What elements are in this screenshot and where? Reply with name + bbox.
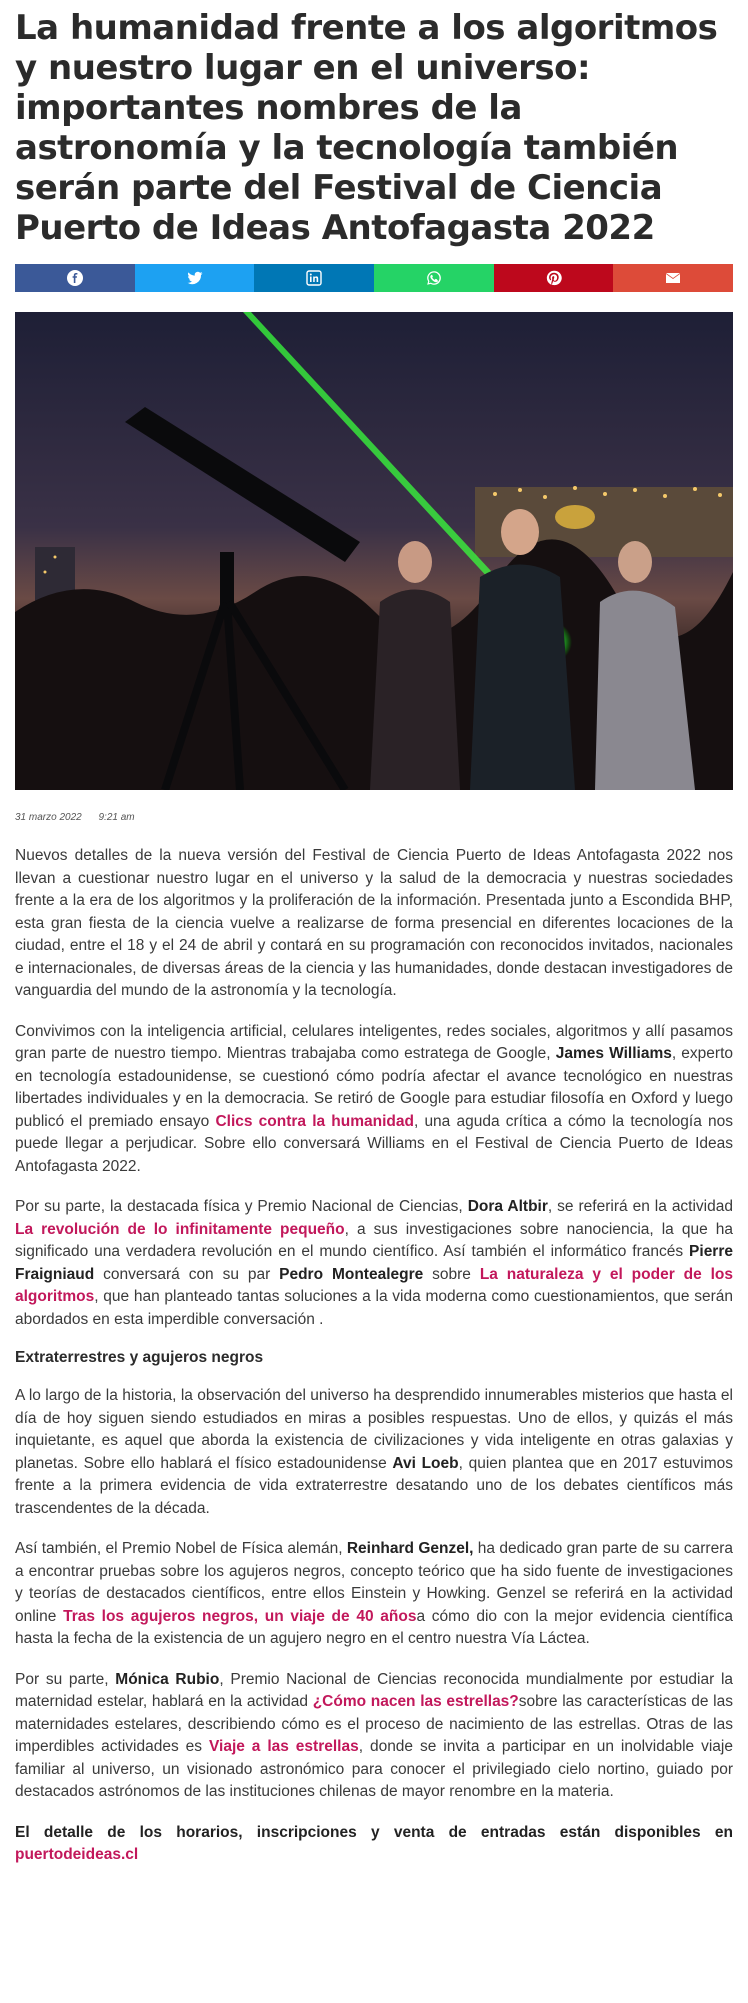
paragraph-genzel: Así también, el Premio Nobel de Física alemán, Reinhard Genzel, ha dedicado gran parte de su carrera a encontrar pruebas sobre los agujeros negros, concepto teórico que ha sido fuente de investigaciones y teorías de destacados científicos, entre ellos Einstein y Howking. Genzel se referirá en la actividad online Tras los agujeros negros, un viaje de 40 añosa cómo dio con la mejor evidencia científica hasta la fecha de la existencia de un agujero negro en el centro nuestra Vía Láctea.	[15, 1540, 733, 1647]
activity-link[interactable]: La revolución de lo infinitamente pequeño	[15, 1220, 345, 1238]
hero-photo	[15, 312, 733, 790]
whatsapp-icon	[426, 270, 442, 286]
paragraph-williams: Convivimos con la inteligencia artificial, celulares inteligentes, redes sociales, algoritmos y allí pasamos gran parte de nuestro tiempo. Mientras trabajaba como estratega de Google, James Williams, experto en tecnología estadounidense, se cuestionó cómo podría afectar el avance tecnológico en nuestras libertades individuales y en la democracia. Se retiró de Google para estudiar filosofía en Oxford y luego publicó el premiado ensayo Clics contra la humanidad, una aguda crítica a cómo la tecnología nos puede llegar a perjudicar. Sobre ello conversará Williams en el Festival de Ciencia Puerto de Ideas Antofagasta 2022.	[15, 1022, 734, 1175]
person-name: Mónica Rubio	[115, 1670, 220, 1688]
telescope-night-scene	[15, 312, 733, 790]
linkedin-icon	[306, 270, 322, 286]
publish-date: 31 marzo 2022	[15, 812, 82, 823]
activity-link[interactable]: Viaje a las estrellas	[208, 1738, 359, 1755]
paragraph-intro: Nuevos detalles de la nueva versión del Festival de Ciencia Puerto de Ideas Antofagasta 2022 nos llevan a cuestionar nuestro lugar en el universo y la salud de la democracia y nuestras sociedades frente a la era de los algoritmos y la proliferación de la información. Presentada junto a Escondida BHP, esta gran fiesta de la ciencia vuelve a realizarse de forma presencial en diferentes locaciones de la ciudad, entre el 18 y el 24 de abril y contará en su programación con reconocidos invitados, nacionales e internacionales, de diversas áreas de la ciencia y las humanidades, donde destacan investigadores de vanguardia del mundo de la astronomía y la tecnología.	[15, 847, 733, 999]
paragraph-loeb: A lo largo de la historia, la observación del universo ha desprendido innumerables misterios que hasta el día de hoy siguen siendo estudiados en miras a posibles respuestas. Uno de ellos, y quizás el más inquietante, es aquel que aborda la existencia de civilizaciones y vida inteligente en otras galaxias y planetas. Sobre ello hablará el físico estadounidense Avi Loeb, quien plantea que en 2017 estuvimos frente a la primera evidencia de vida extraterrestre desatando uno de los debates científicos más trascendentes de la década.	[15, 1387, 733, 1517]
article	[0, 8, 748, 1867]
email-icon	[665, 270, 681, 286]
share-email-button[interactable]	[613, 264, 733, 292]
article-title: La humanidad frente a los algoritmos y nuestro lugar en el universo: importantes nombres de la astronomía y la tecnología también serán parte del Festival de Ciencia Puerto de Ideas Antofagasta 2022	[15, 8, 718, 248]
person-name: James Williams	[555, 1045, 672, 1062]
paragraph-rubio: Por su parte, Mónica Rubio, Premio Nacional de Ciencias reconocida mundialmente por estudiar la maternidad estelar, hablará en la actividad ¿Cómo nacen las estrellas?sobre las características de las maternidades estelares, describiendo cómo es el proceso de nacimiento de las estrellas. Otras de las imperdibles actividades es Viaje a las estrellas, donde se invita a participar en un inolvidable viaje familiar al universo, un visionado astronómico para conocer el privilegiado cielo nortino, guiado por destacados astrónomos de las instituciones chilenas de mayor renombre en la materia.	[15, 1670, 734, 1800]
share-pinterest-button[interactable]	[494, 264, 614, 292]
publish-time: 9:21 am	[98, 812, 135, 823]
person-name: Dora Altbir	[467, 1198, 548, 1215]
twitter-icon	[187, 270, 203, 286]
person-name: Avi Loeb	[392, 1454, 459, 1472]
share-whatsapp-button[interactable]	[374, 264, 494, 292]
website-link[interactable]: puertodeideas.cl	[15, 1846, 139, 1863]
article-meta	[15, 812, 733, 823]
person-name: Pierre Fraigniaud	[15, 1243, 733, 1283]
activity-link[interactable]: La naturaleza y el poder de los algoritmos	[15, 1265, 733, 1305]
share-bar	[15, 264, 733, 292]
paragraph-altbir: Por su parte, la destacada física y Premio Nacional de Ciencias, Dora Altbir, se referirá en la actividad La revolución de lo infinitamente pequeño, a sus investigaciones sobre nanociencia, la que ha significado una verdadera revolución en el mundo científico. Así también el informático francés Pierre Fraigniaud conversará con su par Pedro Montealegre sobre La naturaleza y el poder de los algoritmos, que han planteado tantas soluciones a la vida moderna como cuestionamientos, que serán abordados en esta imperdible conversación .	[15, 1198, 733, 1328]
share-twitter-button[interactable]	[135, 264, 255, 292]
pinterest-icon	[546, 270, 562, 286]
section-heading: Extraterrestres y agujeros negros	[15, 1349, 264, 1366]
share-facebook-button[interactable]	[15, 264, 135, 292]
paragraph-tickets: El detalle de los horarios, inscripciones y venta de entradas están disponibles en puertodeideas.cl	[15, 1823, 733, 1863]
activity-link[interactable]: Clics contra la humanidad	[215, 1112, 414, 1130]
facebook-icon	[67, 270, 83, 286]
person-name: Pedro Montealegre	[279, 1265, 424, 1283]
activity-link[interactable]: Tras los agujeros negros, un viaje de 40 años	[63, 1607, 417, 1625]
person-name: Reinhard Genzel,	[346, 1540, 474, 1557]
share-linkedin-button[interactable]	[254, 264, 374, 292]
activity-link[interactable]: ¿Cómo nacen las estrellas?	[312, 1693, 519, 1710]
